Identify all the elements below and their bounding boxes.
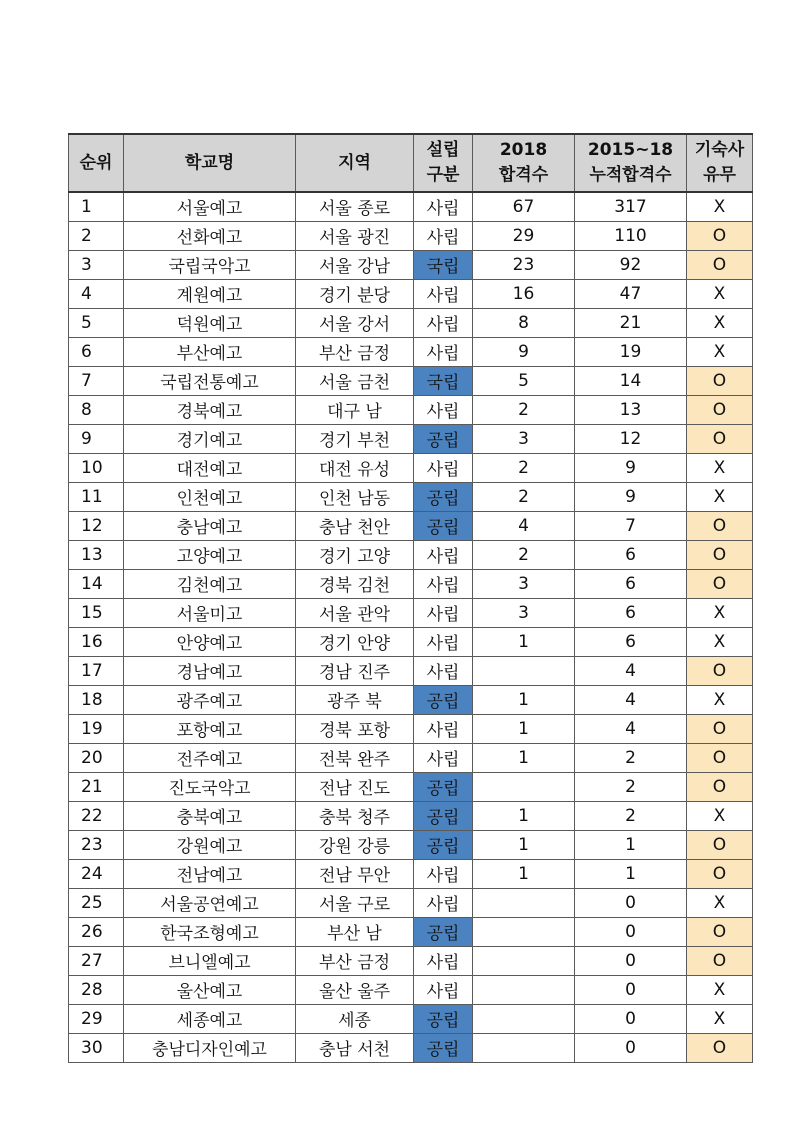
establishment-type-cell: 사립 xyxy=(414,308,473,337)
table-row xyxy=(69,250,753,279)
passes-2018-cell: 1 xyxy=(473,830,575,859)
table-row xyxy=(69,366,753,395)
passes-2018-cell: 3 xyxy=(473,424,575,453)
rank-cell: 9 xyxy=(69,424,124,453)
passes-2018-cell: 4 xyxy=(473,511,575,540)
passes-2018-cell: 2 xyxy=(473,540,575,569)
table-body xyxy=(69,192,753,1062)
cumulative-passes-cell: 12 xyxy=(575,424,687,453)
passes-2018-cell xyxy=(473,888,575,917)
region-cell: 서울 관악 xyxy=(296,598,414,627)
establishment-type-cell: 사립 xyxy=(414,569,473,598)
establishment-type-cell: 사립 xyxy=(414,395,473,424)
region-cell: 광주 북 xyxy=(296,685,414,714)
header-region: 지역 xyxy=(296,134,414,192)
school-name-cell: 부산예고 xyxy=(124,337,296,366)
table-row xyxy=(69,685,753,714)
region-cell: 강원 강릉 xyxy=(296,830,414,859)
establishment-type-cell: 공립 xyxy=(414,685,473,714)
table-row xyxy=(69,598,753,627)
passes-2018-cell xyxy=(473,1004,575,1033)
establishment-type-cell: 공립 xyxy=(414,772,473,801)
rank-cell: 6 xyxy=(69,337,124,366)
establishment-type-cell: 사립 xyxy=(414,540,473,569)
dormitory-cell: X xyxy=(687,888,753,917)
school-name-cell: 덕원예고 xyxy=(124,308,296,337)
rank-cell: 25 xyxy=(69,888,124,917)
establishment-type-cell: 사립 xyxy=(414,598,473,627)
passes-2018-cell: 16 xyxy=(473,279,575,308)
table-row xyxy=(69,221,753,250)
establishment-type-cell: 사립 xyxy=(414,888,473,917)
cumulative-passes-cell: 6 xyxy=(575,569,687,598)
table-row xyxy=(69,714,753,743)
passes-2018-cell: 1 xyxy=(473,859,575,888)
rank-cell: 20 xyxy=(69,743,124,772)
dormitory-cell: O xyxy=(687,250,753,279)
table-row xyxy=(69,424,753,453)
region-cell: 부산 금정 xyxy=(296,946,414,975)
passes-2018-cell xyxy=(473,772,575,801)
cumulative-passes-cell: 9 xyxy=(575,453,687,482)
cumulative-passes-cell: 2 xyxy=(575,801,687,830)
region-cell: 인천 남동 xyxy=(296,482,414,511)
establishment-type-cell: 사립 xyxy=(414,192,473,221)
establishment-type-cell: 사립 xyxy=(414,279,473,308)
rank-cell: 8 xyxy=(69,395,124,424)
dormitory-cell: O xyxy=(687,540,753,569)
passes-2018-cell: 1 xyxy=(473,714,575,743)
school-name-cell: 김천예고 xyxy=(124,569,296,598)
passes-2018-cell: 23 xyxy=(473,250,575,279)
rank-cell: 22 xyxy=(69,801,124,830)
region-cell: 대전 유성 xyxy=(296,453,414,482)
dormitory-cell: X xyxy=(687,308,753,337)
cumulative-passes-cell: 9 xyxy=(575,482,687,511)
school-name-cell: 경기예고 xyxy=(124,424,296,453)
region-cell: 경기 분당 xyxy=(296,279,414,308)
school-name-cell: 세종예고 xyxy=(124,1004,296,1033)
passes-2018-cell: 29 xyxy=(473,221,575,250)
dormitory-cell: O xyxy=(687,859,753,888)
rank-cell: 18 xyxy=(69,685,124,714)
dormitory-cell: O xyxy=(687,569,753,598)
cumulative-passes-cell: 47 xyxy=(575,279,687,308)
school-name-cell: 강원예고 xyxy=(124,830,296,859)
establishment-type-cell: 사립 xyxy=(414,627,473,656)
dormitory-cell: O xyxy=(687,946,753,975)
passes-2018-cell xyxy=(473,946,575,975)
school-ranking-table-container xyxy=(68,133,753,1063)
cumulative-passes-cell: 0 xyxy=(575,975,687,1004)
passes-2018-cell: 1 xyxy=(473,801,575,830)
dormitory-cell: X xyxy=(687,685,753,714)
table-row xyxy=(69,975,753,1004)
school-name-cell: 울산예고 xyxy=(124,975,296,1004)
region-cell: 서울 광진 xyxy=(296,221,414,250)
region-cell: 부산 금정 xyxy=(296,337,414,366)
school-name-cell: 브니엘예고 xyxy=(124,946,296,975)
rank-cell: 1 xyxy=(69,192,124,221)
rank-cell: 11 xyxy=(69,482,124,511)
rank-cell: 17 xyxy=(69,656,124,685)
table-row xyxy=(69,308,753,337)
passes-2018-cell xyxy=(473,917,575,946)
dormitory-cell: X xyxy=(687,279,753,308)
rank-cell: 16 xyxy=(69,627,124,656)
region-cell: 경기 고양 xyxy=(296,540,414,569)
passes-2018-cell: 2 xyxy=(473,453,575,482)
region-cell: 전북 완주 xyxy=(296,743,414,772)
cumulative-passes-cell: 2 xyxy=(575,743,687,772)
header-school: 학교명 xyxy=(124,134,296,192)
establishment-type-cell: 사립 xyxy=(414,975,473,1004)
dormitory-cell: X xyxy=(687,192,753,221)
region-cell: 서울 강남 xyxy=(296,250,414,279)
rank-cell: 28 xyxy=(69,975,124,1004)
rank-cell: 4 xyxy=(69,279,124,308)
school-name-cell: 충남디자인예고 xyxy=(124,1033,296,1062)
school-name-cell: 광주예고 xyxy=(124,685,296,714)
region-cell: 세종 xyxy=(296,1004,414,1033)
dormitory-cell: X xyxy=(687,801,753,830)
region-cell: 경기 안양 xyxy=(296,627,414,656)
establishment-type-cell: 사립 xyxy=(414,714,473,743)
cumulative-passes-cell: 0 xyxy=(575,888,687,917)
cumulative-passes-cell: 317 xyxy=(575,192,687,221)
establishment-type-cell: 공립 xyxy=(414,830,473,859)
cumulative-passes-cell: 1 xyxy=(575,859,687,888)
region-cell: 서울 금천 xyxy=(296,366,414,395)
cumulative-passes-cell: 0 xyxy=(575,1004,687,1033)
dormitory-cell: O xyxy=(687,772,753,801)
dormitory-cell: O xyxy=(687,366,753,395)
cumulative-passes-cell: 7 xyxy=(575,511,687,540)
establishment-type-cell: 사립 xyxy=(414,453,473,482)
school-name-cell: 경북예고 xyxy=(124,395,296,424)
rank-cell: 7 xyxy=(69,366,124,395)
school-name-cell: 포항예고 xyxy=(124,714,296,743)
school-name-cell: 진도국악고 xyxy=(124,772,296,801)
region-cell: 충남 서천 xyxy=(296,1033,414,1062)
table-row xyxy=(69,888,753,917)
school-name-cell: 경남예고 xyxy=(124,656,296,685)
region-cell: 전남 무안 xyxy=(296,859,414,888)
establishment-type-cell: 공립 xyxy=(414,424,473,453)
establishment-type-cell: 공립 xyxy=(414,511,473,540)
table-row xyxy=(69,482,753,511)
rank-cell: 24 xyxy=(69,859,124,888)
rank-cell: 3 xyxy=(69,250,124,279)
passes-2018-cell: 5 xyxy=(473,366,575,395)
region-cell: 서울 강서 xyxy=(296,308,414,337)
table-row xyxy=(69,859,753,888)
rank-cell: 26 xyxy=(69,917,124,946)
cumulative-passes-cell: 0 xyxy=(575,1033,687,1062)
dormitory-cell: X xyxy=(687,975,753,1004)
dormitory-cell: X xyxy=(687,1004,753,1033)
passes-2018-cell: 2 xyxy=(473,482,575,511)
school-name-cell: 서울예고 xyxy=(124,192,296,221)
header-type: 설립 구분 xyxy=(414,134,473,192)
header-2018-passes: 2018 합격수 xyxy=(473,134,575,192)
dormitory-cell: O xyxy=(687,1033,753,1062)
establishment-type-cell: 공립 xyxy=(414,1004,473,1033)
passes-2018-cell: 2 xyxy=(473,395,575,424)
dormitory-cell: O xyxy=(687,917,753,946)
rank-cell: 15 xyxy=(69,598,124,627)
cumulative-passes-cell: 21 xyxy=(575,308,687,337)
rank-cell: 21 xyxy=(69,772,124,801)
table-row xyxy=(69,656,753,685)
school-name-cell: 전남예고 xyxy=(124,859,296,888)
region-cell: 서울 종로 xyxy=(296,192,414,221)
region-cell: 경기 부천 xyxy=(296,424,414,453)
establishment-type-cell: 국립 xyxy=(414,250,473,279)
cumulative-passes-cell: 6 xyxy=(575,627,687,656)
dormitory-cell: O xyxy=(687,424,753,453)
passes-2018-cell: 1 xyxy=(473,685,575,714)
school-name-cell: 충북예고 xyxy=(124,801,296,830)
rank-cell: 10 xyxy=(69,453,124,482)
dormitory-cell: O xyxy=(687,221,753,250)
region-cell: 부산 남 xyxy=(296,917,414,946)
school-name-cell: 고양예고 xyxy=(124,540,296,569)
dormitory-cell: O xyxy=(687,743,753,772)
rank-cell: 27 xyxy=(69,946,124,975)
passes-2018-cell: 9 xyxy=(473,337,575,366)
table-row xyxy=(69,453,753,482)
rank-cell: 13 xyxy=(69,540,124,569)
dormitory-cell: X xyxy=(687,627,753,656)
dormitory-cell: O xyxy=(687,511,753,540)
school-name-cell: 선화예고 xyxy=(124,221,296,250)
rank-cell: 29 xyxy=(69,1004,124,1033)
establishment-type-cell: 공립 xyxy=(414,1033,473,1062)
table-header xyxy=(69,134,753,192)
dormitory-cell: X xyxy=(687,598,753,627)
passes-2018-cell: 67 xyxy=(473,192,575,221)
school-name-cell: 인천예고 xyxy=(124,482,296,511)
region-cell: 충북 청주 xyxy=(296,801,414,830)
table-row xyxy=(69,279,753,308)
table-row xyxy=(69,772,753,801)
establishment-type-cell: 사립 xyxy=(414,656,473,685)
dormitory-cell: O xyxy=(687,714,753,743)
cumulative-passes-cell: 6 xyxy=(575,540,687,569)
dormitory-cell: O xyxy=(687,656,753,685)
dormitory-cell: O xyxy=(687,395,753,424)
region-cell: 경남 진주 xyxy=(296,656,414,685)
cumulative-passes-cell: 1 xyxy=(575,830,687,859)
table-row xyxy=(69,917,753,946)
region-cell: 경북 김천 xyxy=(296,569,414,598)
establishment-type-cell: 사립 xyxy=(414,337,473,366)
table-row xyxy=(69,192,753,221)
table-row xyxy=(69,801,753,830)
passes-2018-cell: 1 xyxy=(473,743,575,772)
cumulative-passes-cell: 2 xyxy=(575,772,687,801)
header-rank: 순위 xyxy=(69,134,124,192)
table-row xyxy=(69,743,753,772)
cumulative-passes-cell: 19 xyxy=(575,337,687,366)
cumulative-passes-cell: 6 xyxy=(575,598,687,627)
establishment-type-cell: 공립 xyxy=(414,801,473,830)
cumulative-passes-cell: 0 xyxy=(575,917,687,946)
school-name-cell: 서울공연예고 xyxy=(124,888,296,917)
passes-2018-cell: 3 xyxy=(473,598,575,627)
passes-2018-cell: 3 xyxy=(473,569,575,598)
school-name-cell: 서울미고 xyxy=(124,598,296,627)
region-cell: 대구 남 xyxy=(296,395,414,424)
establishment-type-cell: 공립 xyxy=(414,917,473,946)
school-name-cell: 계원예고 xyxy=(124,279,296,308)
cumulative-passes-cell: 110 xyxy=(575,221,687,250)
school-name-cell: 국립전통예고 xyxy=(124,366,296,395)
school-name-cell: 국립국악고 xyxy=(124,250,296,279)
table-row xyxy=(69,511,753,540)
passes-2018-cell xyxy=(473,975,575,1004)
establishment-type-cell: 공립 xyxy=(414,482,473,511)
establishment-type-cell: 사립 xyxy=(414,859,473,888)
dormitory-cell: X xyxy=(687,453,753,482)
region-cell: 충남 천안 xyxy=(296,511,414,540)
cumulative-passes-cell: 92 xyxy=(575,250,687,279)
dormitory-cell: O xyxy=(687,830,753,859)
school-name-cell: 대전예고 xyxy=(124,453,296,482)
table-row xyxy=(69,395,753,424)
cumulative-passes-cell: 0 xyxy=(575,946,687,975)
header-cumulative-passes: 2015~18 누적합격수 xyxy=(575,134,687,192)
dormitory-cell: X xyxy=(687,482,753,511)
table-row xyxy=(69,569,753,598)
passes-2018-cell: 1 xyxy=(473,627,575,656)
passes-2018-cell: 8 xyxy=(473,308,575,337)
header-dormitory: 기숙사 유무 xyxy=(687,134,753,192)
table-row xyxy=(69,946,753,975)
school-ranking-table xyxy=(68,133,753,1063)
cumulative-passes-cell: 14 xyxy=(575,366,687,395)
dormitory-cell: X xyxy=(687,337,753,366)
table-row xyxy=(69,1004,753,1033)
rank-cell: 14 xyxy=(69,569,124,598)
establishment-type-cell: 사립 xyxy=(414,743,473,772)
rank-cell: 5 xyxy=(69,308,124,337)
rank-cell: 12 xyxy=(69,511,124,540)
school-name-cell: 전주예고 xyxy=(124,743,296,772)
table-row xyxy=(69,1033,753,1062)
region-cell: 전남 진도 xyxy=(296,772,414,801)
table-row xyxy=(69,830,753,859)
establishment-type-cell: 사립 xyxy=(414,946,473,975)
region-cell: 울산 울주 xyxy=(296,975,414,1004)
cumulative-passes-cell: 4 xyxy=(575,685,687,714)
school-name-cell: 안양예고 xyxy=(124,627,296,656)
table-row xyxy=(69,627,753,656)
region-cell: 서울 구로 xyxy=(296,888,414,917)
passes-2018-cell xyxy=(473,656,575,685)
rank-cell: 30 xyxy=(69,1033,124,1062)
school-name-cell: 한국조형예고 xyxy=(124,917,296,946)
region-cell: 경북 포항 xyxy=(296,714,414,743)
table-row xyxy=(69,540,753,569)
cumulative-passes-cell: 4 xyxy=(575,656,687,685)
cumulative-passes-cell: 4 xyxy=(575,714,687,743)
passes-2018-cell xyxy=(473,1033,575,1062)
cumulative-passes-cell: 13 xyxy=(575,395,687,424)
establishment-type-cell: 국립 xyxy=(414,366,473,395)
rank-cell: 2 xyxy=(69,221,124,250)
table-row xyxy=(69,337,753,366)
rank-cell: 23 xyxy=(69,830,124,859)
school-name-cell: 충남예고 xyxy=(124,511,296,540)
establishment-type-cell: 사립 xyxy=(414,221,473,250)
rank-cell: 19 xyxy=(69,714,124,743)
